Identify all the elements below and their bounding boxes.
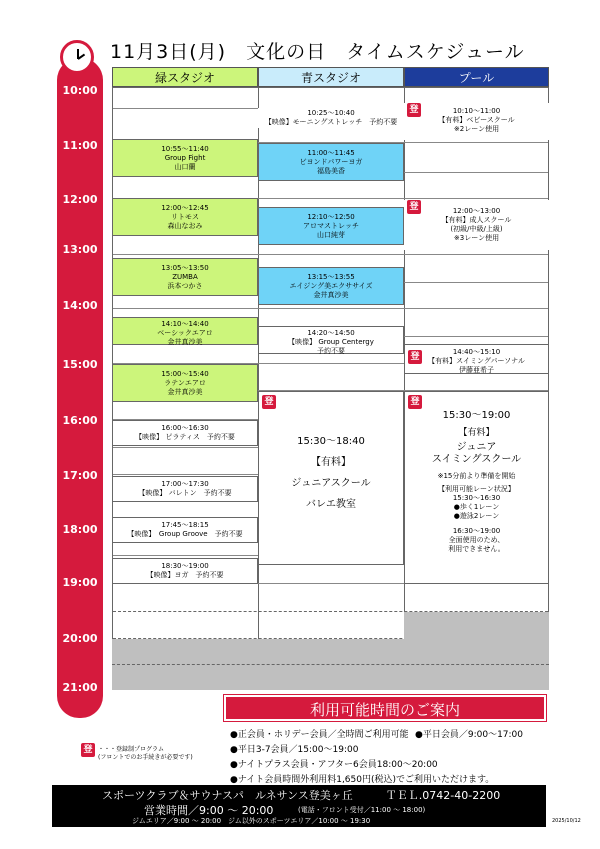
hour-label: 20:00 — [62, 632, 98, 645]
column-header-green: 緑スタジオ — [112, 67, 258, 87]
program-block: 17:00〜17:30 【映像】 バレトン 予約不要 — [112, 476, 258, 502]
info-line: ●ナイト会員時間外利用料1,650円(税込)でご利用いただけます。 — [230, 775, 495, 785]
program-block: 13:05〜13:50 ZUMBA 浜本つかさ — [112, 258, 258, 296]
hour-label: 21:00 — [62, 681, 98, 694]
program-block: 10:55〜11:40 Group Fight 山口蘭 — [112, 139, 258, 177]
column-header-blue: 青スタジオ — [258, 67, 404, 87]
unavailable-slot — [404, 612, 549, 639]
program-block: 17:45〜18:15 【映像】 Group Groove 予約不要 — [112, 517, 258, 543]
registration-icon: 登 — [407, 200, 421, 214]
business-hours: 営業時間／9:00 〜 20:00 — [144, 804, 274, 817]
business-hours-note: (電話・フロント受付／11:00 〜 18:00) — [298, 806, 426, 814]
hour-label: 11:00 — [62, 139, 98, 152]
print-date: 2025/10/12 — [552, 818, 581, 824]
program-block: 12:10〜12:50 アロマストレッチ 山口純芽 — [258, 207, 404, 245]
info-line: ●平日3-7会員／15:00〜19:00 — [230, 745, 359, 755]
hour-label: 12:00 — [62, 193, 98, 206]
program-block: 12:00〜12:45 リトモス 森山なおみ — [112, 198, 258, 236]
info-line: ●正会員・ホリデー会員／全時間ご利用可能 — [230, 730, 409, 740]
info-banner: 利用可能時間のご案内 — [224, 695, 546, 721]
program-block: 14:20〜14:50 【映像】 Group Centergy 予約不要 — [258, 326, 404, 354]
hour-label: 15:00 — [62, 358, 98, 371]
clock-icon — [60, 40, 94, 74]
program-block: 11:00〜11:45 ビヨンドパワーヨガ 福島美香 — [258, 143, 404, 181]
page-title: 11月3日(月) 文化の日 タイムスケジュール — [110, 41, 525, 63]
program-block: 登 15:30〜19:00 【有料】 ジュニア スイミングスクール ※15分前より準備を開始 【利用可能レーン状況】 15:30〜16:30 ●歩く1レーン ●遊泳2レーン 16:30〜19:00 全面使用のため、 利用できません。 — [404, 391, 549, 584]
hour-label: 14:00 — [62, 299, 98, 312]
program-block: 14:10〜14:40 ベーシックエアロ 金井真沙美 — [112, 317, 258, 345]
program-block: 登 15:30〜18:40 【有料】 ジュニアスクール バレエ教室 — [258, 391, 404, 565]
program-block: 15:00〜15:40 ラテンエアロ 金井真沙美 — [112, 364, 258, 402]
club-contact: スポーツクラブ＆サウナスパ ルネサンス登美ヶ丘 ＴＥＬ.0742-40-2200 — [102, 789, 501, 802]
column-header-pool: プール — [404, 67, 549, 87]
footer — [52, 785, 546, 827]
registration-icon: 登 — [262, 395, 276, 409]
hour-label: 17:00 — [62, 469, 98, 482]
hour-label: 16:00 — [62, 414, 98, 427]
hour-label: 19:00 — [62, 576, 98, 589]
hour-label: 13:00 — [62, 243, 98, 256]
hour-label: 18:00 — [62, 523, 98, 536]
info-line: ●平日会員／9:00〜17:00 — [415, 730, 524, 740]
hour-label: 10:00 — [62, 84, 98, 97]
registration-icon: 登 — [408, 395, 422, 409]
registration-icon: 登 — [407, 103, 421, 117]
program-block: 登 10:10〜11:00 【有料】ベビースクール ※2レーン使用 — [404, 103, 549, 140]
area-hours: ジムエリア／9:00 〜 20:00 ジム以外のスポーツエリア／10:00 〜 19:30 — [132, 817, 371, 825]
registration-icon: 登 — [81, 743, 95, 757]
info-line: ●ナイトプラス会員・アフター6会員18:00〜20:00 — [230, 760, 438, 770]
legend-text: ・・・登録制プログラム — [98, 746, 164, 753]
program-block: 16:00〜16:30 【映像】 ピラティス 予約不要 — [112, 420, 258, 446]
program-block: 18:30〜19:00 【映像】ヨガ 予約不要 — [112, 558, 258, 584]
program-block: 登 12:00〜13:00 【有料】成人スクール (初級/中級/上級) ※3レーン使用 — [404, 200, 549, 250]
program-block: 登 14:40〜15:10 【有料】スイミングパーソナル 伊藤亜希子 — [404, 344, 549, 374]
registration-icon: 登 — [408, 350, 422, 364]
program-block: 13:15〜13:55 エイジング美エクササイズ 金井真沙美 — [258, 267, 404, 305]
time-rail — [57, 58, 103, 718]
program-block: 10:25〜10:40 【映像】モーニングストレッチ 予約不要 — [258, 108, 404, 128]
legend-note: (フロントでのお手続きが必要です) — [98, 754, 193, 761]
